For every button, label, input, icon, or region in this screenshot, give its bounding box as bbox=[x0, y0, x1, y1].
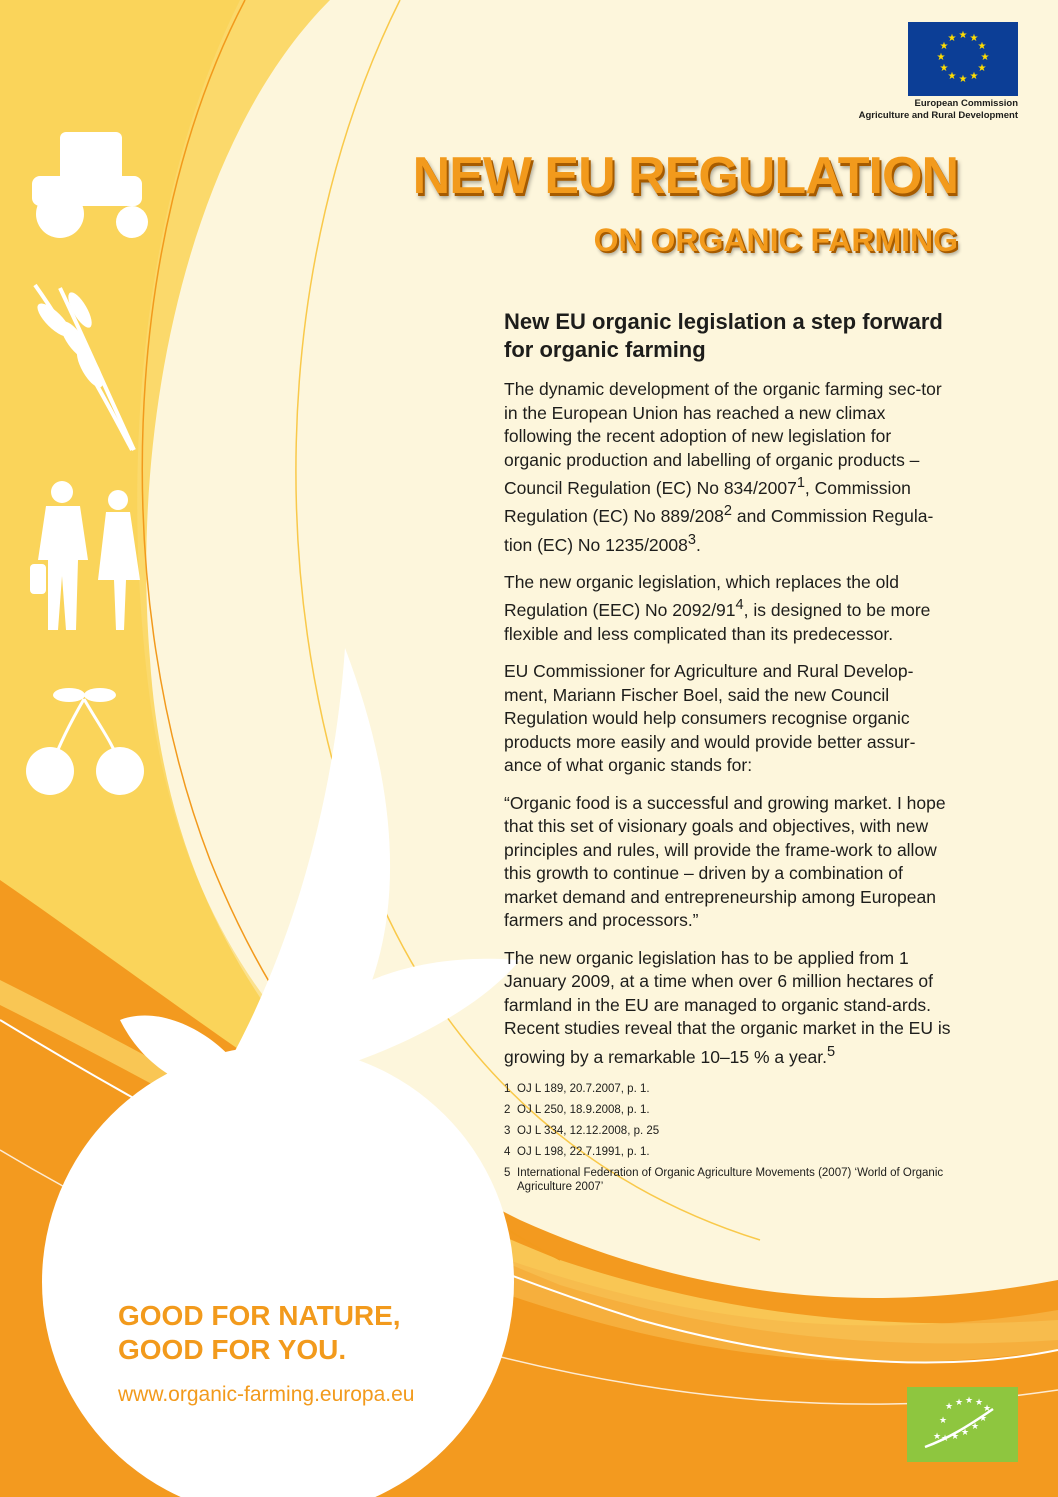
footnote-text: OJ L 189, 20.7.2007, p. 1. bbox=[517, 1083, 650, 1095]
paragraph-1 bbox=[504, 378, 952, 557]
para5-text-a: The new organic legislation has to be applied from 1 January 2009, at a time when over 6 million hectares of farmland in the EU are managed to organic stand-ards. Recent studies reveal that the organic market in the EU is growing by a remarkable 10–15 % a year. bbox=[504, 947, 951, 1067]
svg-text:★: ★ bbox=[960, 1428, 970, 1438]
footnote-ref-3: 3 bbox=[687, 531, 696, 548]
eu-flag-logo bbox=[908, 22, 1018, 96]
footnote-number: 4 bbox=[504, 1146, 511, 1158]
svg-text:★: ★ bbox=[958, 74, 968, 85]
footnote-item bbox=[504, 1166, 954, 1194]
svg-text:★: ★ bbox=[977, 41, 987, 52]
svg-text:★: ★ bbox=[977, 63, 987, 74]
para2-text-a: The new organic legislation, which replaces the old Regulation (EEC) No 2092/91 bbox=[504, 571, 899, 621]
eu-flag-icon bbox=[908, 22, 1018, 96]
svg-text:★: ★ bbox=[974, 1398, 984, 1408]
para1-text-d: . bbox=[695, 534, 701, 555]
svg-text:★: ★ bbox=[982, 1404, 992, 1414]
article-headline: New EU organic legislation a step forward for organic farming bbox=[504, 309, 943, 362]
svg-text:★: ★ bbox=[950, 1432, 960, 1442]
slogan-line-1: GOOD FOR NATURE, bbox=[118, 1300, 401, 1331]
footnote-text: OJ L 250, 18.9.2008, p. 1. bbox=[517, 1104, 650, 1116]
svg-text:★: ★ bbox=[944, 1402, 954, 1412]
footnote-ref-2: 2 bbox=[723, 503, 732, 520]
paragraph-5 bbox=[504, 947, 952, 1069]
svg-text:★: ★ bbox=[936, 52, 946, 63]
paragraph-3: EU Commissioner for Agriculture and Rural Develop-ment, Mariann Fischer Boel, said the new Council Regulation would help consumers recognise organic products more easily and would provide better assur-ance of what organic stands for: bbox=[504, 661, 916, 776]
svg-text:★: ★ bbox=[940, 1434, 950, 1444]
quote-paragraph: “Organic food is a successful and growing market. I hope that this set of visionary goals and objectives, with new principles and rules, will provide the frame-work to allow this growth to continue – driven by a combination of market demand and entrepreneurship among European farmers and processors.” bbox=[504, 792, 946, 931]
footnote-ref-1: 1 bbox=[796, 475, 805, 491]
eu-organic-logo bbox=[907, 1387, 1018, 1462]
footnote-item bbox=[504, 1103, 954, 1117]
footnote-number: 2 bbox=[504, 1104, 511, 1116]
couple-icon bbox=[28, 480, 148, 640]
para2-text-b: , is designed to be more flexible and less complicated than its predecessor. bbox=[504, 600, 931, 644]
svg-text:★: ★ bbox=[947, 71, 957, 82]
footnote-text: International Federation of Organic Agriculture Movements (2007) ‘World of Organic Agriculture 2007’ bbox=[517, 1167, 944, 1193]
svg-text:★: ★ bbox=[939, 63, 949, 74]
footnote-text: OJ L 198, 22.7.1991, p. 1. bbox=[517, 1146, 650, 1158]
cherries-icon bbox=[24, 685, 149, 795]
main-title: NEW EU REGULATION bbox=[412, 147, 958, 205]
website-link[interactable]: www.organic-farming.europa.eu bbox=[118, 1383, 415, 1406]
para1-text-a: The dynamic development of the organic farming sec-tor in the European Union has reached a new climax following the recent adoption of new legislation for organic production and labelling of organic products – Council Regulation (EC) No 834/2007 bbox=[504, 379, 942, 498]
footnote-number: 5 bbox=[504, 1167, 511, 1179]
svg-text:★: ★ bbox=[958, 30, 968, 41]
para1-text-b: , Commission Regulation (EC) No 889/208 bbox=[504, 477, 911, 527]
footnote-number: 1 bbox=[504, 1083, 511, 1095]
para1-text-c: and Commission Regula-tion (EC) No 1235/2008 bbox=[504, 506, 934, 555]
svg-text:★: ★ bbox=[938, 1416, 948, 1426]
svg-text:★: ★ bbox=[978, 1414, 988, 1424]
sub-title: ON ORGANIC FARMING bbox=[593, 222, 958, 258]
svg-text:★: ★ bbox=[932, 1432, 942, 1442]
eu-commission-caption bbox=[820, 98, 1018, 122]
tractor-icon bbox=[22, 130, 162, 240]
svg-text:★: ★ bbox=[947, 33, 957, 44]
footnote-ref-5: 5 bbox=[826, 1043, 836, 1060]
wheat-icon bbox=[30, 280, 140, 455]
footnote-text: OJ L 334, 12.12.2008, p. 25 bbox=[517, 1125, 660, 1137]
footnote-item bbox=[504, 1145, 954, 1159]
svg-text:★: ★ bbox=[970, 1422, 980, 1432]
svg-text:★: ★ bbox=[964, 1396, 974, 1406]
org-line-1: European Commission bbox=[914, 98, 1018, 109]
svg-text:★: ★ bbox=[939, 41, 949, 52]
svg-text:★: ★ bbox=[969, 71, 979, 82]
svg-text:★: ★ bbox=[980, 52, 990, 63]
svg-text:★: ★ bbox=[969, 33, 979, 44]
svg-text:★: ★ bbox=[954, 1398, 964, 1408]
org-line-2: Agriculture and Rural Development bbox=[858, 110, 1018, 121]
footnote-item bbox=[504, 1124, 954, 1138]
eu-organic-leaf-icon bbox=[907, 1387, 1018, 1462]
article-body bbox=[504, 308, 952, 1083]
footnotes bbox=[504, 1082, 954, 1201]
slogan-line-2: GOOD FOR YOU. bbox=[118, 1334, 347, 1365]
footnote-item bbox=[504, 1082, 954, 1096]
footnote-ref-4: 4 bbox=[735, 597, 744, 614]
footnote-number: 3 bbox=[504, 1125, 511, 1137]
paragraph-2 bbox=[504, 571, 952, 646]
